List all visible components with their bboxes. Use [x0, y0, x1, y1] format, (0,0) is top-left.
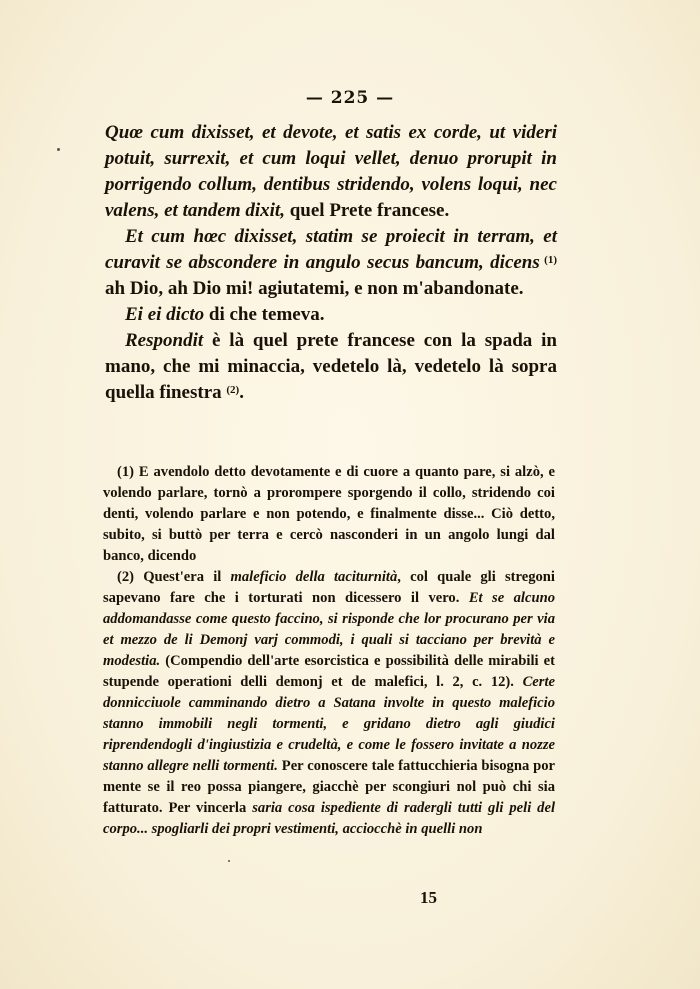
main-paragraph	[105, 328, 557, 406]
main-paragraph	[105, 224, 557, 302]
text-run: ah Dio, ah Dio mi! agiutatemi, e non m'abandonate.	[105, 278, 524, 299]
main-paragraph	[105, 302, 557, 328]
text-run: maleficio della taciturnità	[230, 569, 398, 585]
text-run: di che temeva.	[204, 304, 325, 325]
text-run: Certe donnicciuole camminando dietro a Satana involte in questo maleficio stanno immobili negli tormenti, e gridano dietro agli giudici riprendendogli d'ingiustizia e crudeltà, e come le fossero invitate a nozze stanno allegre nelli tormenti.	[103, 674, 555, 774]
text-run: Ei ei dicto	[125, 304, 205, 325]
footnote-ref: (2)	[226, 384, 240, 396]
text-run: Et se alcuno addomandasse come questo faccino, si risponde che lor procurano per via et mezzo de li Demonj varj commodi, i quali si tacciano per brevità e modestia.	[103, 590, 555, 669]
text-run: (1) E avendolo detto devotamente e di cuore a quanto pare, si alzò, e volendo parlare, tornò a prorompere sporgendo il collo, stridendo coi denti, volendo parlare e non potendo, e finalmente disse... Ciò detto, subito, si buttò per terra e cercò nasconderi in un angolo lungi dal banco, dicendo	[103, 464, 555, 564]
page-header: — 225 —	[305, 88, 395, 108]
text-run: Quœ cum dixisset, et devote, et satis ex corde, ut videri potuit, surrexit, et cum loqui vellet, denuo prorupit in porrigendo collum, dentibus stridendo, volens loqui, nec valens, et tandem dixit,	[105, 122, 557, 221]
text-run: Per conoscere tale fattucchieria bisogna por mente se il reo possa piangere, giacchè per scongiuri nol può chi sia fatturato. Per vincerla	[103, 758, 555, 816]
text-run: (Compendio dell'arte esorcistica e possibilità delle mirabili et stupende operationi delli demonj et de malefici, l. 2, c. 12).	[103, 653, 555, 690]
footnotes	[103, 462, 555, 840]
main-text	[105, 120, 557, 406]
footnote-1	[103, 462, 555, 567]
footnote-2	[103, 567, 555, 840]
text-run: quel Prete francese.	[284, 200, 450, 221]
text-run: è là quel prete francese con la spada in mano, che mi minaccia, vedetelo là, vedetelo là sopra quella finestra	[105, 330, 557, 403]
text-run: Et cum hœc dixisset, statim se proiecit in terram, et curavit se abscondere in angulo secus bancum, dicens	[105, 226, 557, 273]
paper-speck	[228, 860, 230, 862]
paper-speck	[57, 148, 60, 151]
main-paragraph	[105, 120, 557, 224]
footnote-ref: (1)	[539, 254, 557, 266]
text-run: Respondit	[125, 330, 204, 351]
text-run: saria cosa ispediente di radergli tutti gli peli del corpo... spogliarli dei propri vestimenti, acciocchè in quelli non	[103, 800, 556, 837]
text-run: .	[239, 382, 244, 403]
text-run: , col quale gli stregoni sapevano fare che i torturati non dicessero il vero.	[103, 569, 555, 606]
signature-mark: 15	[420, 888, 437, 907]
text-run: (2) Quest'era il	[117, 569, 231, 585]
